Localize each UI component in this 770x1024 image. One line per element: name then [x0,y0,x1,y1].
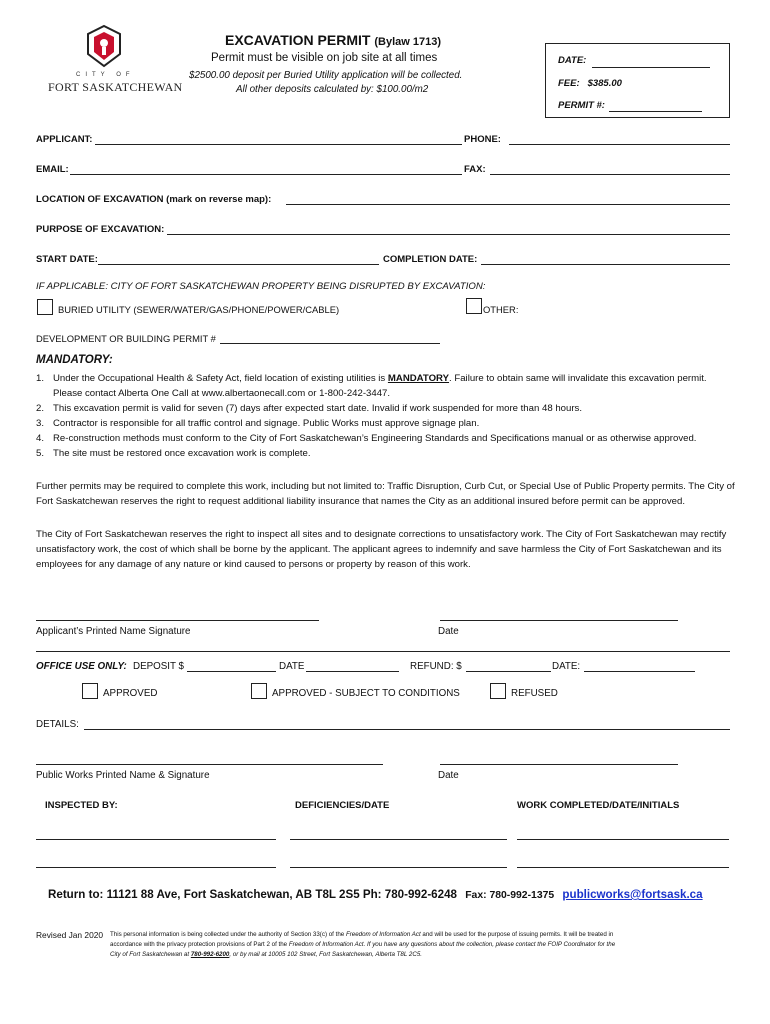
refused-label: REFUSED [511,688,558,699]
inspected-by-header: INSPECTED BY: [45,800,118,811]
mandatory-emphasis: MANDATORY [387,373,450,384]
fax-label: FAX: [464,164,486,175]
office-divider [36,651,730,652]
privacy-notice [110,930,735,960]
mandatory-list [36,371,726,461]
inspection-rights-paragraph: The City of Fort Saskatchewan reserves the right to inspect all sites and to designate corrections to unsatisfactory work. The City of Fort Saskatchewan may rectify unsatisfactory work, the cost of which shall be borne by the applicant. The applicant agrees to indemnify and save harmless the City of Fort Saskatchewan and its employees for any damage of any nature or kind caused to persons or property by reason of this work. [36,529,727,570]
refund-date-label: DATE: [552,661,581,672]
permit-info-box [545,43,730,118]
return-address [48,888,703,901]
privacy-text: and will be used for the purpose of issuing permits. It will be treated in [420,931,614,938]
deposit-label: DEPOSIT $ [133,661,184,672]
date-label: DATE: [558,55,587,66]
permit-number-input[interactable] [609,111,702,112]
privacy-text: City of Fort Saskatchewan at [110,951,191,958]
deficiencies-input-1[interactable] [290,839,507,840]
phone-label: PHONE: [464,134,501,145]
refund-date-input[interactable] [584,671,695,672]
privacy-text: If you have any questions about the collection, please contact the FOIP Coordinator for the [365,941,616,948]
details-input[interactable] [84,729,730,730]
purpose-label: PURPOSE OF EXCAVATION: [36,224,165,235]
buried-utility-checkbox[interactable] [37,299,53,315]
applicant-date-label: Date [438,626,459,637]
mandatory-heading: MANDATORY: [36,354,113,366]
mandatory-item: 1. Under the Occupational Health & Safety Act, field location of existing utilities is MANDATORY. Failure to obtain same will invalidate this excavation permit. Please contact Alberta One Call at www.albertaonecall.com or 1-800-242-3447. [36,373,707,399]
property-heading: IF APPLICABLE: CITY OF FORT SASKATCHEWAN PROPERTY BEING DISRUPTED BY EXCAVATION: [36,281,486,292]
work-completed-input-2[interactable] [517,867,729,868]
deficiencies-input-2[interactable] [290,867,507,868]
other-label: OTHER: [483,304,519,315]
logo-city-of: CITY OF [76,72,135,78]
mandatory-item: 5. The site must be restored once excavation work is complete. [36,448,311,459]
applicant-input[interactable] [95,144,462,145]
applicant-date-line[interactable] [440,620,678,621]
approved-conditions-checkbox[interactable] [251,683,267,699]
work-completed-input-1[interactable] [517,839,729,840]
mandatory-item-text: Contractor is responsible for all traffic control and signage. Public Works must approve signage plan. [53,418,480,429]
refused-checkbox[interactable] [490,683,506,699]
start-date-input[interactable] [98,264,379,265]
phone-input[interactable] [509,144,730,145]
location-label: LOCATION OF EXCAVATION (mark on reverse map): [36,194,272,205]
deposit-input[interactable] [187,671,276,672]
bylaw-text: (Bylaw 1713) [374,36,441,48]
mandatory-item-text: The site must be restored once excavation work is complete. [53,448,311,459]
privacy-act-name: Freedom of Information Act. [288,941,366,948]
details-label: DETAILS: [36,719,79,730]
completion-date-label: COMPLETION DATE: [383,254,478,265]
mandatory-item-text-post: . Failure to obtain same will invalidate this excavation permit. Please contact Alberta One Call at www.albertaonecall.com or 1-800-242-3447. [53,373,707,399]
further-permits-paragraph: Further permits may be required to complete this work, including but not limited to: Traffic Disruption, Curb Cut, or Special Use of Public Property permits. The City of Fort Saskatchewan reserves the right to request additional liability insurance that names the City as an additional insured before permit can be approved. [36,481,735,507]
office-date-label: DATE [279,661,305,672]
mandatory-item: 2. This excavation permit is valid for seven (7) days after expected start date. Invalid if work suspended for more than 48 hours. [36,403,582,414]
other-checkbox[interactable] [466,298,482,314]
public-works-date-label: Date [438,770,459,781]
fax-input[interactable] [490,174,730,175]
start-date-label: START DATE: [36,254,98,265]
mandatory-item-text: Re-construction methods must conform to the City of Fort Saskatchewan’s Engineering Standards and Specifications manual or as otherwise approved. [53,433,697,444]
applicant-signature-line[interactable] [36,620,319,621]
page-title [225,32,441,48]
mandatory-item: 4. Re-construction methods must conform to the City of Fort Saskatchewan’s Engineering Standards and Specifications manual or as otherwise approved. [36,433,697,444]
applicant-label: APPLICANT: [36,134,93,145]
page-subtitle: Permit must be visible on job site at all times [211,52,438,64]
buried-utility-label: BURIED UTILITY (SEWER/WATER/GAS/PHONE/POWER/CABLE) [58,304,340,315]
approved-label: APPROVED [103,688,158,699]
deficiencies-header: DEFICIENCIES/DATE [295,800,390,811]
approved-checkbox[interactable] [82,683,98,699]
purpose-input[interactable] [167,234,730,235]
logo-city-name: FORT SASKATCHEWAN [48,80,183,94]
mandatory-item: 3. Contractor is responsible for all traffic control and signage. Public Works must approve signage plan. [36,418,480,429]
refund-input[interactable] [466,671,551,672]
public-works-date-line[interactable] [440,764,678,765]
office-use-label: OFFICE USE ONLY: [36,661,127,672]
inspected-by-input-2[interactable] [36,867,276,868]
privacy-phone: 780-992-6200 [190,951,230,958]
inspected-by-input-1[interactable] [36,839,276,840]
permit-row [558,100,605,111]
email-label: EMAIL: [36,164,69,175]
fax-text: Fax: 780-992-1375 [465,890,555,901]
work-completed-header: WORK COMPLETED/DATE/INITIALS [517,800,680,811]
completion-date-input[interactable] [481,264,730,265]
date-row [558,55,586,66]
public-works-signature-label: Public Works Printed Name & Signature [36,770,210,781]
email-link[interactable]: publicworks@fortsask.ca [562,888,703,901]
fee-value: $385.00 [587,78,622,89]
privacy-act-name: Freedom of Information Act [345,931,421,938]
email-input[interactable] [70,174,462,175]
deposit-line-2: All other deposits calculated by: $100.00/m2 [236,84,429,95]
title-text: EXCAVATION PERMIT [225,32,371,48]
city-crest-icon [84,24,124,68]
privacy-text: accordance with the privacy protection provisions of Part 2 of the [110,941,289,948]
applicant-signature-label: Applicant’s Printed Name Signature [36,626,191,637]
permit-label: PERMIT #: [558,100,605,111]
location-input[interactable] [286,204,730,205]
mandatory-item-text: This excavation permit is valid for seven (7) days after expected start date. Invalid if work suspended for more than 48 hours. [53,403,582,414]
mandatory-item-text: Under the Occupational Health & Safety Act, field location of existing utilities is [53,373,388,384]
refund-label: REFUND: $ [410,661,462,672]
fee-row [558,78,622,89]
public-works-signature-line[interactable] [36,764,383,765]
office-date-input[interactable] [306,671,399,672]
fee-label: FEE: [558,78,580,89]
return-to-text: Return to: 11121 88 Ave, Fort Saskatchewan, AB T8L 2S5 Ph: 780-992-6248 [48,888,457,901]
date-input[interactable] [592,67,710,68]
revised-date: Revised Jan 2020 [36,930,104,940]
dev-permit-input[interactable] [220,343,440,344]
deposit-line-1: $2500.00 deposit per Buried Utility application will be collected. [189,70,463,81]
dev-permit-label: DEVELOPMENT OR BUILDING PERMIT # [36,333,216,344]
approved-conditions-label: APPROVED - SUBJECT TO CONDITIONS [272,688,460,699]
privacy-text: This personal information is being collected under the authority of Section 33(c) of the [110,931,346,938]
privacy-text: , or by mail at 10005 102 Street, Fort Saskatchewan, Alberta T8L 2C5. [229,951,422,958]
city-logo [36,24,183,94]
